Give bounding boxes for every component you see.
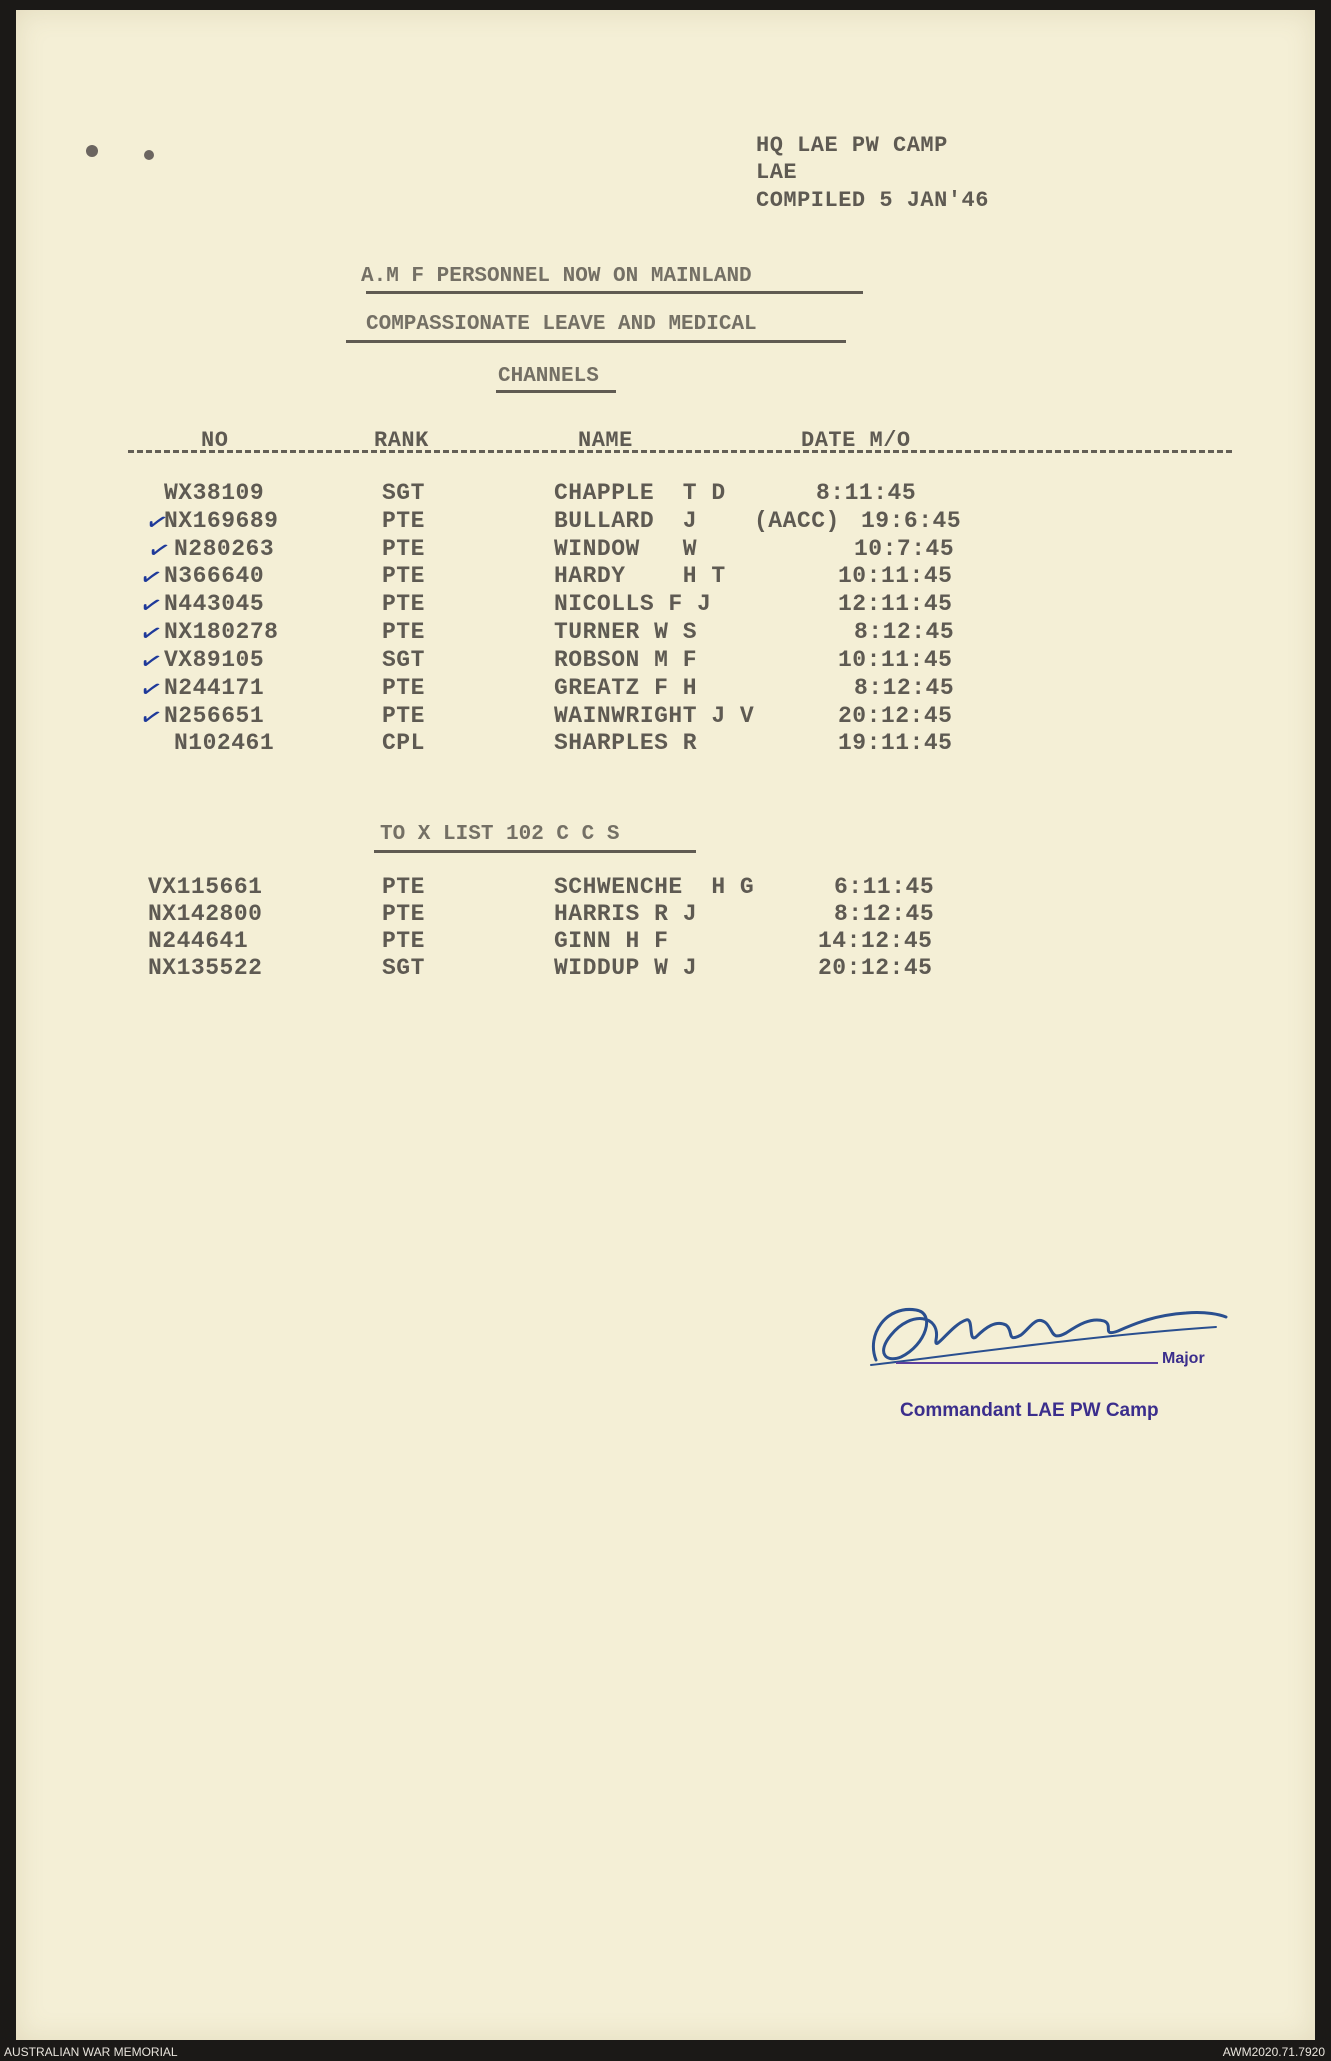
cell-no: VX115661 [148, 874, 263, 900]
cell-date: 10:7:45 [854, 536, 955, 562]
cell-rank: PTE [382, 675, 425, 701]
table-row [16, 700, 1315, 736]
table-row [16, 732, 1315, 758]
table-row [16, 616, 1315, 652]
cell-date: 8:12:45 [854, 675, 955, 701]
table-row [16, 930, 1315, 956]
cell-name: CHAPPLE T D [554, 480, 726, 506]
cell-no: N244171 [164, 675, 265, 701]
cell-rank: PTE [382, 508, 425, 534]
document-page [16, 10, 1315, 2040]
cell-rank: PTE [382, 703, 425, 729]
cell-rank: PTE [382, 874, 425, 900]
cell-note: (AACC) [754, 508, 840, 534]
cell-no: N102461 [174, 730, 275, 756]
header-dashed-rule [128, 450, 1232, 453]
cell-no: NX142800 [148, 901, 263, 927]
table-row [16, 482, 1315, 508]
signature-line [896, 1362, 1158, 1364]
cell-no: NX180278 [164, 619, 279, 645]
cell-no: N280263 [174, 536, 275, 562]
table-row [16, 588, 1315, 624]
check-mark-icon: ✓ [135, 588, 166, 624]
cell-no: N443045 [164, 591, 265, 617]
header-line-3: COMPILED 5 JAN'46 [756, 188, 989, 213]
title-underline-1 [366, 291, 863, 294]
signature-rank: Major [1162, 1350, 1205, 1367]
cell-name: NICOLLS F J [554, 591, 712, 617]
cell-no: VX89105 [164, 647, 265, 673]
footer-left: AUSTRALIAN WAR MEMORIAL [4, 2045, 178, 2059]
header-line-1: HQ LAE PW CAMP [756, 133, 948, 158]
cell-no: N244641 [148, 928, 249, 954]
cell-date: 8:12:45 [854, 619, 955, 645]
column-header-name: NAME [578, 428, 633, 453]
table-row [16, 644, 1315, 680]
cell-rank: PTE [382, 563, 425, 589]
check-mark-icon: ✓ [135, 700, 166, 736]
cell-name: ROBSON M F [554, 647, 698, 673]
section-2-underline [374, 850, 696, 853]
cell-name: WAINWRIGHT J V [554, 703, 755, 729]
title-line-3: CHANNELS [498, 365, 599, 388]
cell-date: 10:11:45 [838, 647, 953, 673]
signature-title: Commandant LAE PW Camp [900, 1400, 1159, 1421]
cell-rank: PTE [382, 619, 425, 645]
cell-date: 12:11:45 [838, 591, 953, 617]
cell-name: BULLARD J [554, 508, 698, 534]
cell-name: GINN H F [554, 928, 669, 954]
footer-right: AWM2020.71.7920 [1222, 2045, 1325, 2059]
check-mark-icon: ✓ [141, 505, 172, 541]
cell-date: 10:11:45 [838, 563, 953, 589]
check-mark-icon: ✓ [143, 533, 174, 569]
cell-date: 8:11:45 [816, 480, 917, 506]
column-header-date: DATE M/O [801, 428, 911, 453]
cell-date: 20:12:45 [838, 703, 953, 729]
cell-rank: SGT [382, 647, 425, 673]
column-header-no: NO [201, 428, 229, 453]
check-mark-icon: ✓ [135, 560, 166, 596]
cell-rank: PTE [382, 591, 425, 617]
cell-date: 19:11:45 [838, 730, 953, 756]
cell-rank: PTE [382, 928, 425, 954]
cell-name: WINDOW W [554, 536, 698, 562]
header-line-2: LAE [756, 160, 798, 185]
cell-name: TURNER W S [554, 619, 698, 645]
table-row [16, 876, 1315, 902]
column-header-rank: RANK [374, 428, 429, 453]
cell-no: WX38109 [164, 480, 265, 506]
cell-name: HARRIS R J [554, 901, 698, 927]
table-row [16, 903, 1315, 929]
cell-no: N366640 [164, 563, 265, 589]
check-mark-icon: ✓ [135, 644, 166, 680]
cell-no: NX169689 [164, 508, 279, 534]
table-row [16, 533, 1315, 569]
cell-date: 8:12:45 [834, 901, 935, 927]
cell-name: HARDY H T [554, 563, 726, 589]
table-row [16, 957, 1315, 983]
cell-rank: PTE [382, 536, 425, 562]
cell-name: SCHWENCHE H G [554, 874, 755, 900]
title-line-1: A.M F PERSONNEL NOW ON MAINLAND [361, 265, 752, 288]
table-row [16, 672, 1315, 708]
cell-no: NX135522 [148, 955, 263, 981]
cell-date: 19:6:45 [861, 508, 962, 534]
cell-name: SHARPLES R [554, 730, 698, 756]
check-mark-icon: ✓ [135, 672, 166, 708]
cell-rank: SGT [382, 955, 425, 981]
title-line-2: COMPASSIONATE LEAVE AND MEDICAL [366, 313, 757, 336]
cell-date: 14:12:45 [818, 928, 933, 954]
cell-date: 20:12:45 [818, 955, 933, 981]
cell-name: GREATZ F H [554, 675, 698, 701]
table-row [16, 560, 1315, 596]
section-2-title: TO X LIST 102 C C S [380, 823, 620, 846]
cell-rank: PTE [382, 901, 425, 927]
punch-hole [144, 150, 154, 160]
punch-hole [86, 145, 98, 157]
cell-rank: SGT [382, 480, 425, 506]
cell-name: WIDDUP W J [554, 955, 698, 981]
cell-no: N256651 [164, 703, 265, 729]
title-underline-2 [346, 340, 846, 343]
cell-date: 6:11:45 [834, 874, 935, 900]
check-mark-icon: ✓ [135, 616, 166, 652]
table-row [16, 505, 1315, 541]
cell-rank: CPL [382, 730, 425, 756]
title-underline-3 [496, 390, 616, 393]
